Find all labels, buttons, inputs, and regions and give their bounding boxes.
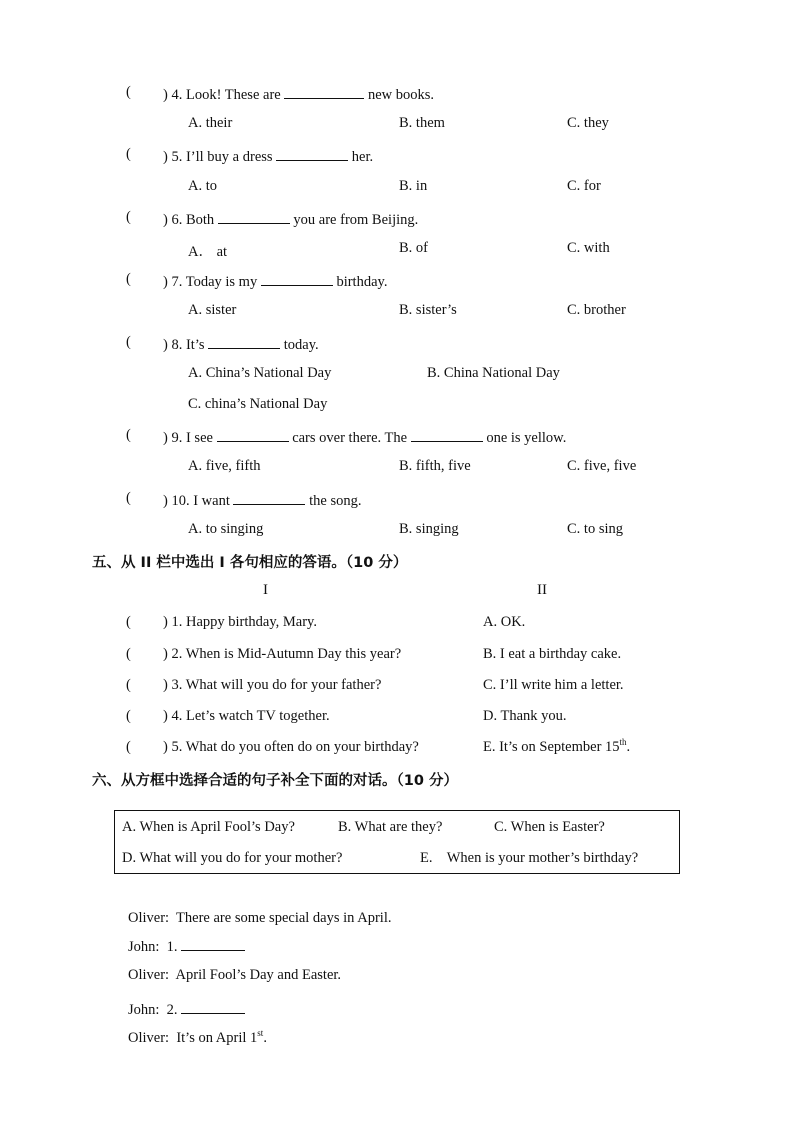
answer-blank[interactable] [218,209,290,224]
answer-blank[interactable] [181,999,245,1014]
option-b: B. singing [399,521,459,537]
match-answer: B. I eat a birthday cake. [483,646,622,662]
option-c: C. china’s National Day [188,396,328,412]
answer-paren-open: ( [126,490,131,506]
option-c: C. with [567,240,610,256]
dialogue-line: John: 2. [128,999,245,1019]
answer-paren-open: ( [126,677,131,693]
option-a: A. five, fifth [188,458,261,474]
choice-c: C. When is Easter? [494,819,605,835]
option-b: B. China National Day [427,365,560,381]
option-c: C. brother [567,302,626,318]
answer-paren-open: ( [126,271,131,287]
dialogue-line: Oliver: It’s on April 1st. [128,1028,267,1046]
choice-b: B. What are they? [338,819,443,835]
question-stem: ) 5. I’ll buy a dress her. [163,146,373,166]
option-a: A． at [188,244,228,260]
option-c: C. they [567,115,609,131]
choice-a: A. When is April Fool’s Day? [122,819,295,835]
match-question: ) 1. Happy birthday, Mary. [163,614,317,630]
option-c: C. five, five [567,458,637,474]
choice-e: E. When is your mother’s birthday? [420,850,639,866]
answer-blank[interactable] [276,146,348,161]
option-a: A. to singing [188,521,264,537]
option-b: B. in [399,178,428,194]
match-question: ) 4. Let’s watch TV together. [163,708,330,724]
dialogue-line: John: 1. [128,936,245,956]
answer-paren-open: ( [126,146,131,162]
match-question: ) 3. What will you do for your father? [163,677,382,693]
answer-paren-open: ( [126,84,131,100]
column-header-i: I [263,582,268,598]
answer-paren-open: ( [126,739,131,755]
question-stem: ) 9. I see cars over there. The one is yellow. [163,427,566,447]
choice-d: D. What will you do for your mother? [122,850,343,866]
match-answer: E. It’s on September 15th. [483,737,631,755]
option-b: B. fifth, five [399,458,471,474]
answer-paren-open: ( [126,614,131,630]
column-header-ii: II [537,582,547,598]
option-a: A. their [188,115,233,131]
answer-paren-open: ( [126,646,131,662]
answer-paren-open: ( [126,209,131,225]
option-b: B. sister’s [399,302,457,318]
question-stem: ) 8. It’s today. [163,334,319,354]
answer-paren-open: ( [126,334,131,350]
section-title: 五、从 II 栏中选出 I 各句相应的答语。（10 分） [92,555,408,571]
match-question: ) 5. What do you often do on your birthday? [163,739,419,755]
match-answer: D. Thank you. [483,708,567,724]
option-b: B. them [399,115,445,131]
question-stem: ) 4. Look! These are new books. [163,84,434,104]
answer-paren-open: ( [126,427,131,443]
dialogue-line: Oliver: April Fool’s Day and Easter. [128,967,342,983]
answer-blank[interactable] [233,490,305,505]
option-b: B. of [399,240,428,256]
option-a: A. to [188,178,217,194]
section-title: 六、从方框中选择合适的句子补全下面的对话。（10 分） [92,773,458,789]
answer-paren-open: ( [126,708,131,724]
answer-blank[interactable] [284,84,364,99]
question-stem: ) 7. Today is my birthday. [163,271,387,291]
option-a: A. China’s National Day [188,365,332,381]
option-c: C. to sing [567,521,623,537]
question-stem: ) 10. I want the song. [163,490,361,510]
match-question: ) 2. When is Mid-Autumn Day this year? [163,646,402,662]
answer-blank[interactable] [181,936,245,951]
option-c: C. for [567,178,601,194]
match-answer: C. I’ll write him a letter. [483,677,624,693]
answer-blank[interactable] [411,427,483,442]
dialogue-line: Oliver: There are some special days in April. [128,910,392,926]
question-stem: ) 6. Both you are from Beijing. [163,209,418,229]
answer-blank[interactable] [208,334,280,349]
answer-blank[interactable] [217,427,289,442]
option-a: A. sister [188,302,237,318]
answer-blank[interactable] [261,271,333,286]
match-answer: A. OK. [483,614,526,630]
